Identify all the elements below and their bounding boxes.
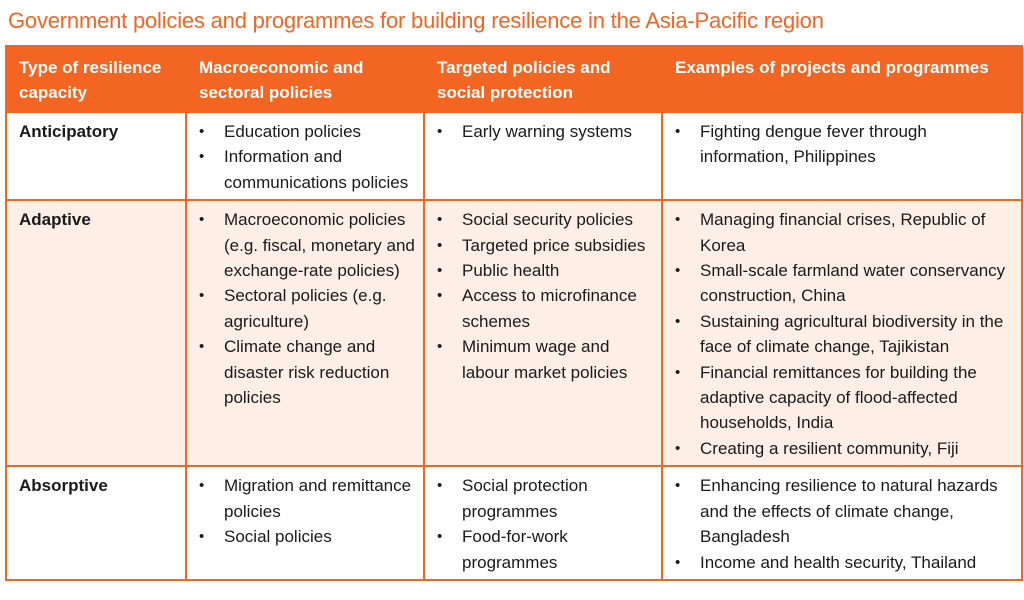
list-item: • Managing financial crises, Republic of Korea <box>675 207 1013 258</box>
list-item: • Social protection programmes <box>437 473 653 524</box>
header-row <box>6 46 1022 112</box>
header-targeted: Targeted policies and social protection <box>424 46 662 112</box>
list-item: • Food-for-work programmes <box>437 524 653 575</box>
list-item: • Education policies <box>199 119 415 144</box>
list-item: • Sectoral policies (e.g. agriculture) <box>199 283 415 334</box>
list-item: • Creating a resilient community, Fiji <box>675 436 1013 461</box>
targeted-cell <box>424 112 662 200</box>
list-item: • Minimum wage and labour market policies <box>437 334 653 385</box>
list-item: • Enhancing resilience to natural hazards and the effects of climate change, Bangladesh <box>675 473 1013 549</box>
targeted-cell <box>424 466 662 580</box>
list-item: • Small-scale farmland water conservancy construction, China <box>675 258 1013 309</box>
page-title: Government policies and programmes for building resilience in the Asia-Pacific region <box>8 8 824 33</box>
list-item: • Financial remittances for building the adaptive capacity of flood-affected households, India <box>675 360 1013 436</box>
list-item: • Public health <box>437 258 653 283</box>
list-item: • Fighting dengue fever through information, Philippines <box>675 119 1013 170</box>
row-type: Adaptive <box>6 200 186 466</box>
row-type: Absorptive <box>6 466 186 580</box>
examples-cell <box>662 112 1022 200</box>
macro-cell <box>186 200 424 466</box>
examples-cell <box>662 466 1022 580</box>
list-item: • Income and health security, Thailand <box>675 550 1013 575</box>
table-row <box>6 112 1022 200</box>
list-item: • Macroeconomic policies (e.g. fiscal, monetary and exchange-rate policies) <box>199 207 415 283</box>
list-item: • Information and communications policies <box>199 144 415 195</box>
header-type: Type of resilience capacity <box>6 46 186 112</box>
row-type: Anticipatory <box>6 112 186 200</box>
table-row <box>6 466 1022 580</box>
list-item: • Early warning systems <box>437 119 653 144</box>
macro-cell <box>186 112 424 200</box>
list-item: • Social policies <box>199 524 415 549</box>
header-macro: Macroeconomic and sectoral policies <box>186 46 424 112</box>
list-item: • Social security policies <box>437 207 653 232</box>
table-row <box>6 200 1022 466</box>
examples-cell <box>662 200 1022 466</box>
list-item: • Migration and remittance policies <box>199 473 415 524</box>
targeted-cell <box>424 200 662 466</box>
list-item: • Sustaining agricultural biodiversity in the face of climate change, Tajikistan <box>675 309 1013 360</box>
list-item: • Targeted price subsidies <box>437 233 653 258</box>
header-examples: Examples of projects and programmes <box>662 46 1022 112</box>
resilience-table <box>5 45 1023 581</box>
list-item: • Climate change and disaster risk reduction policies <box>199 334 415 410</box>
macro-cell <box>186 466 424 580</box>
list-item: • Access to microfinance schemes <box>437 283 653 334</box>
